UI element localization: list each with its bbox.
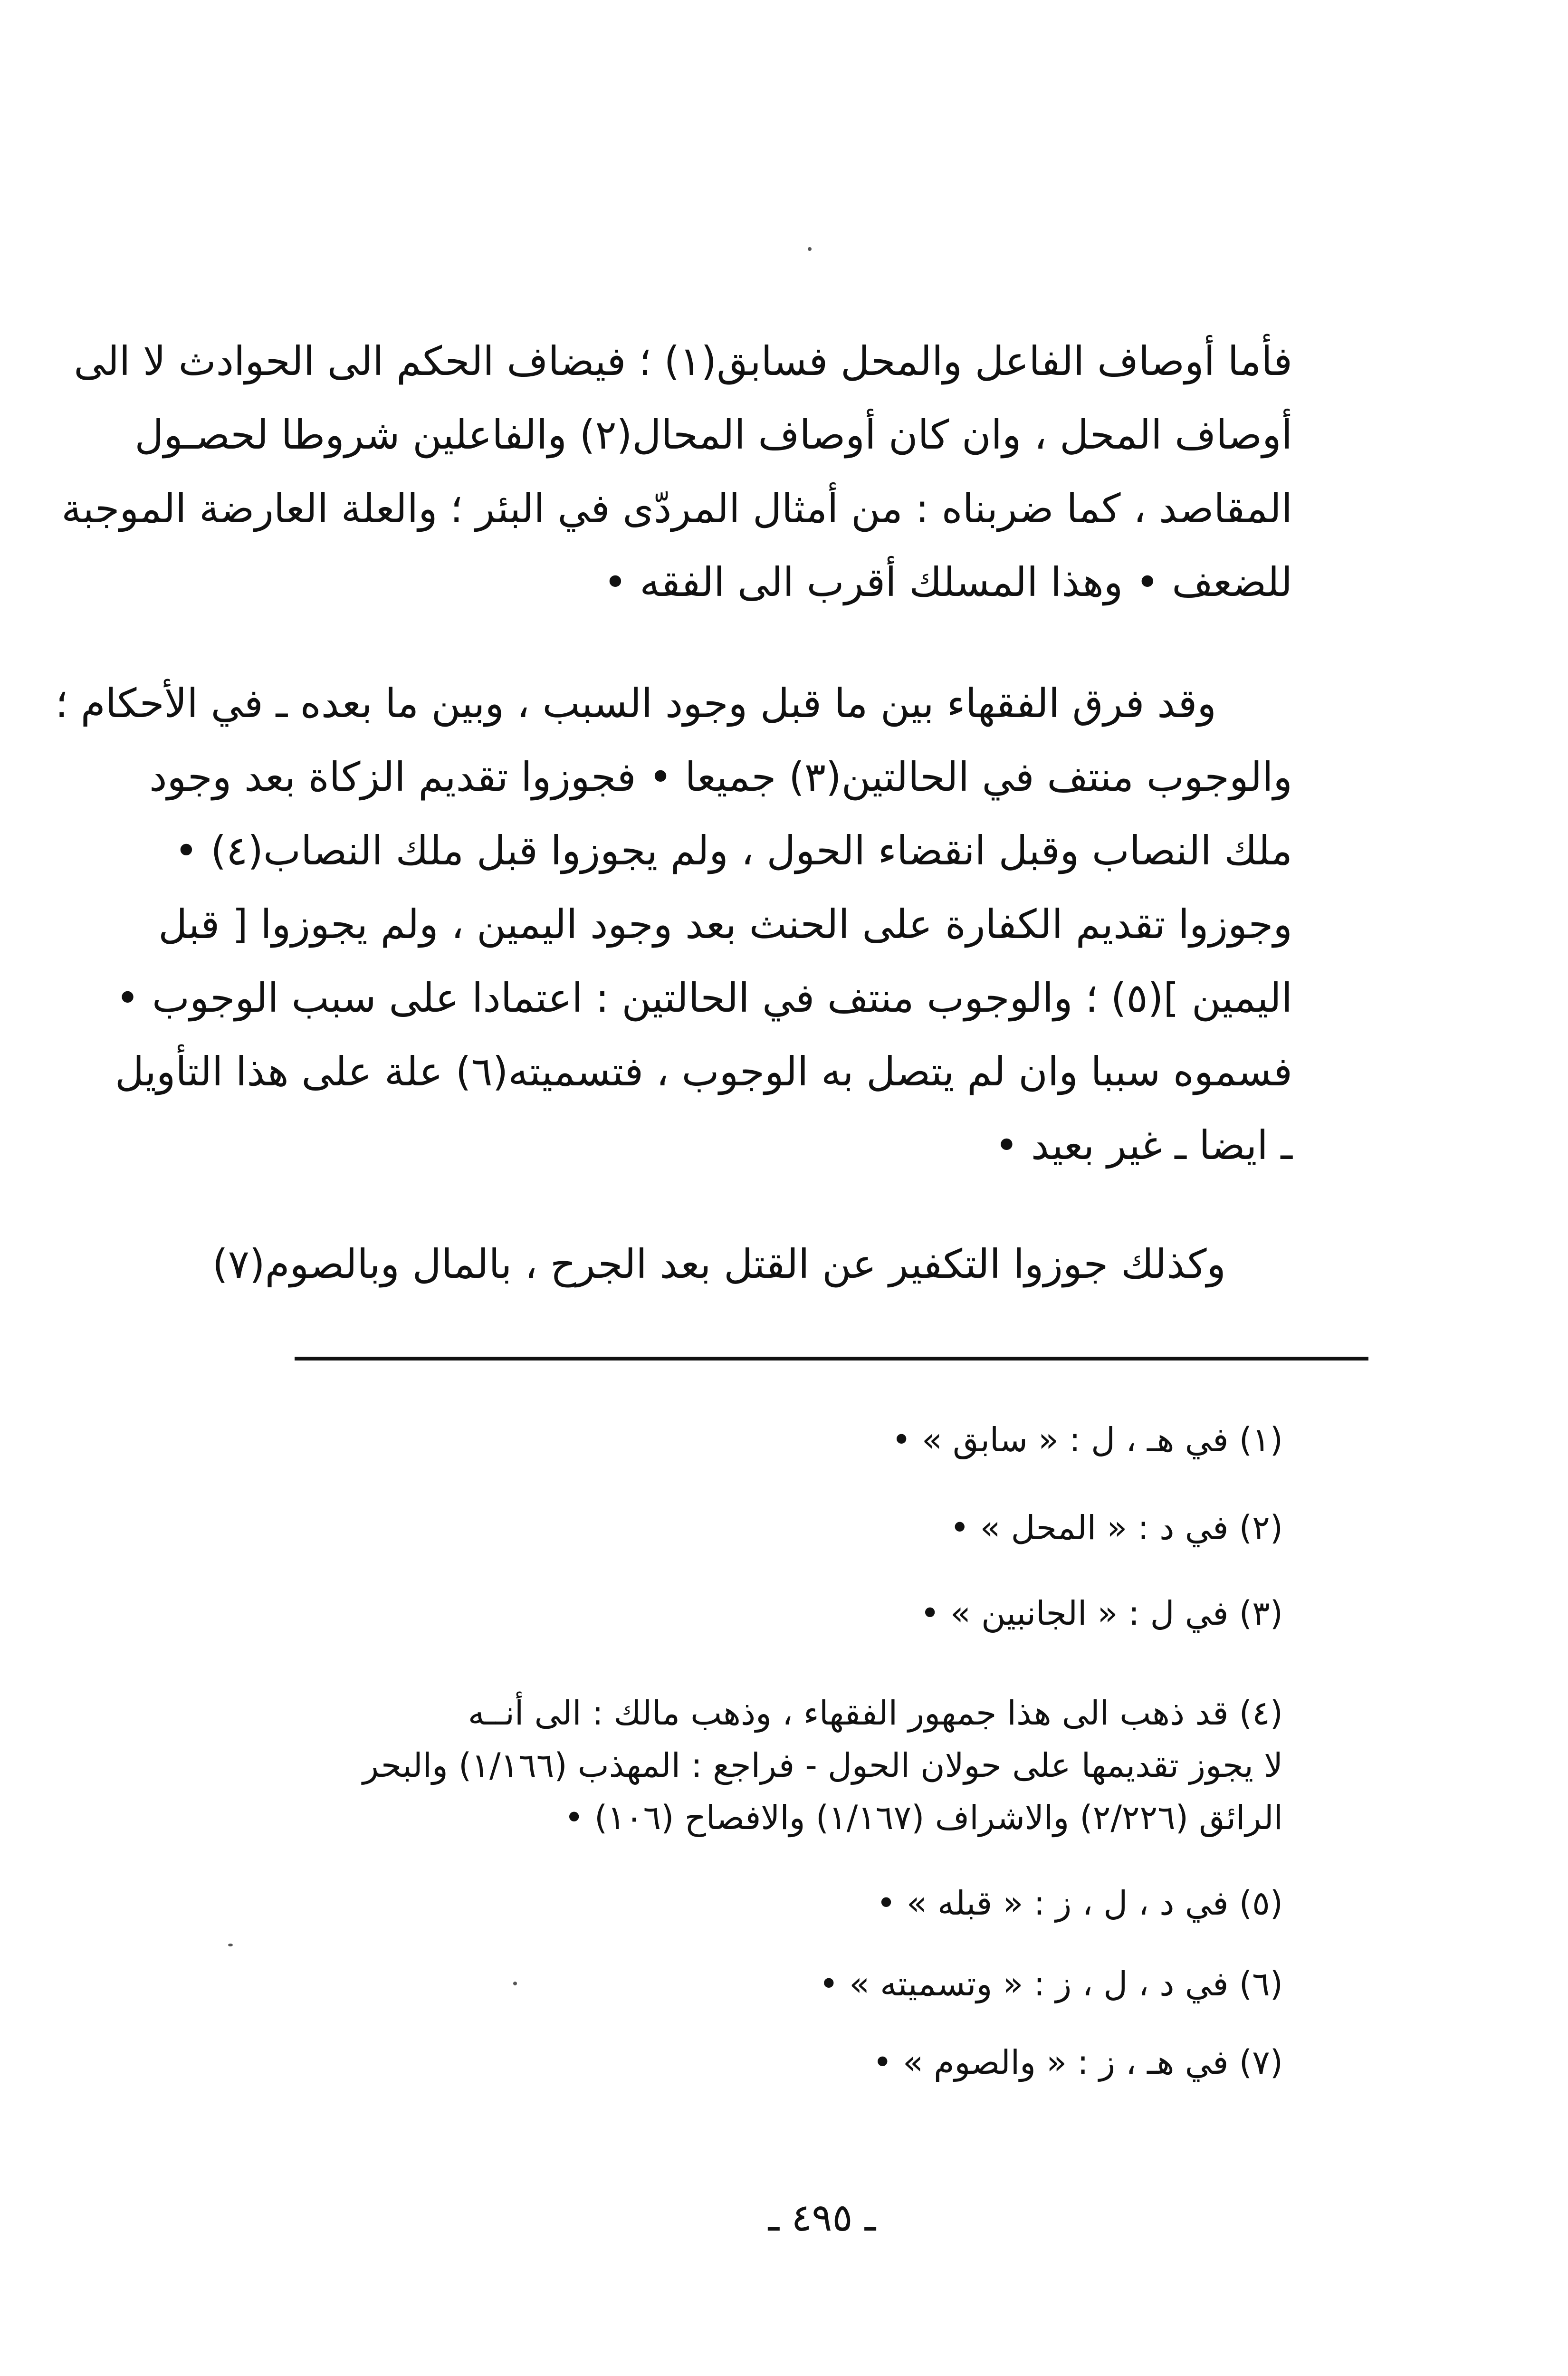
paragraph-2-line-5: اليمين ](٥) ؛ والوجوب منتف في الحالتين : اعتمادا على سبب الوجوب • (115, 975, 1292, 1021)
page-number: ـ ٤٩٥ ـ (768, 2195, 876, 2240)
footnote-2: (٢) في د : « المحل » • (950, 1508, 1283, 1547)
footnote-4-line-1: (٤) قد ذهب الى هذا جمهور الفقهاء ، وذهب مالك : الى أنــه (468, 1694, 1283, 1733)
paragraph-1-line-3: المقاصد ، كما ضربناه : من أمثال المردّى في البئر ؛ والعلة العارضة الموجبة (61, 485, 1292, 532)
paragraph-2-line-7: ـ ايضا ـ غير بعيد • (994, 1122, 1292, 1169)
footnote-1: (١) في هـ ، ل : « سابق » • (891, 1420, 1283, 1459)
scan-speck (808, 247, 812, 251)
footnote-6: (٦) في د ، ل ، ز : « وتسميته » • (819, 1964, 1283, 2003)
footnote-4-line-3: الرائق (٢/٢٢٦) والاشراف (١/١٦٧) والافصاح (١٠٦) • (564, 1798, 1283, 1837)
footnote-4-line-2: لا يجوز تقديمها على حولان الحول - فراجع : المهذب (١/١٦٦) والبحر (363, 1746, 1283, 1785)
paragraph-2-line-4: وجوزوا تقديم الكفارة على الحنث بعد وجود اليمين ، ولم يجوزوا [ قبل (158, 901, 1292, 948)
footnote-3: (٣) في ل : « الجانبين » • (920, 1594, 1283, 1633)
footnote-separator (295, 1357, 1368, 1360)
footnote-7: (٧) في هـ ، ز : « والصوم » • (872, 2043, 1283, 2082)
footnote-5: (٥) في د ، ل ، ز : « قبله » • (876, 1884, 1283, 1923)
scan-speck (513, 1982, 517, 1985)
paragraph-2-line-2: والوجوب منتف في الحالتين(٣) جميعا • فجوزوا تقديم الزكاة بعد وجود (149, 754, 1292, 800)
paragraph-2-line-1: وقد فرق الفقهاء بين ما قبل وجود السبب ، وبين ما بعده ـ في الأحكام ؛ (55, 680, 1216, 727)
scan-speck (228, 1944, 233, 1946)
paragraph-2-line-3: ملك النصاب وقبل انقضاء الحول ، ولم يجوزوا قبل ملك النصاب(٤) • (174, 827, 1292, 874)
paragraph-1-line-4: للضعف • وهذا المسلك أقرب الى الفقه • (603, 559, 1292, 605)
paragraph-1-line-1: فأما أوصاف الفاعل والمحل فسابق(١) ؛ فيضاف الحكم الى الحوادث لا الى (74, 338, 1292, 384)
paragraph-3-line-1: وكذلك جوزوا التكفير عن القتل بعد الجرح ، بالمال وبالصوم(٧) (212, 1241, 1226, 1287)
paragraph-2-line-6: فسموه سببا وان لم يتصل به الوجوب ، فتسميته(٦) علة على هذا التأويل (115, 1048, 1292, 1095)
paragraph-1-line-2: أوصاف المحل ، وان كان أوصاف المحال(٢) والفاعلين شروطا لحصـول (134, 412, 1292, 458)
